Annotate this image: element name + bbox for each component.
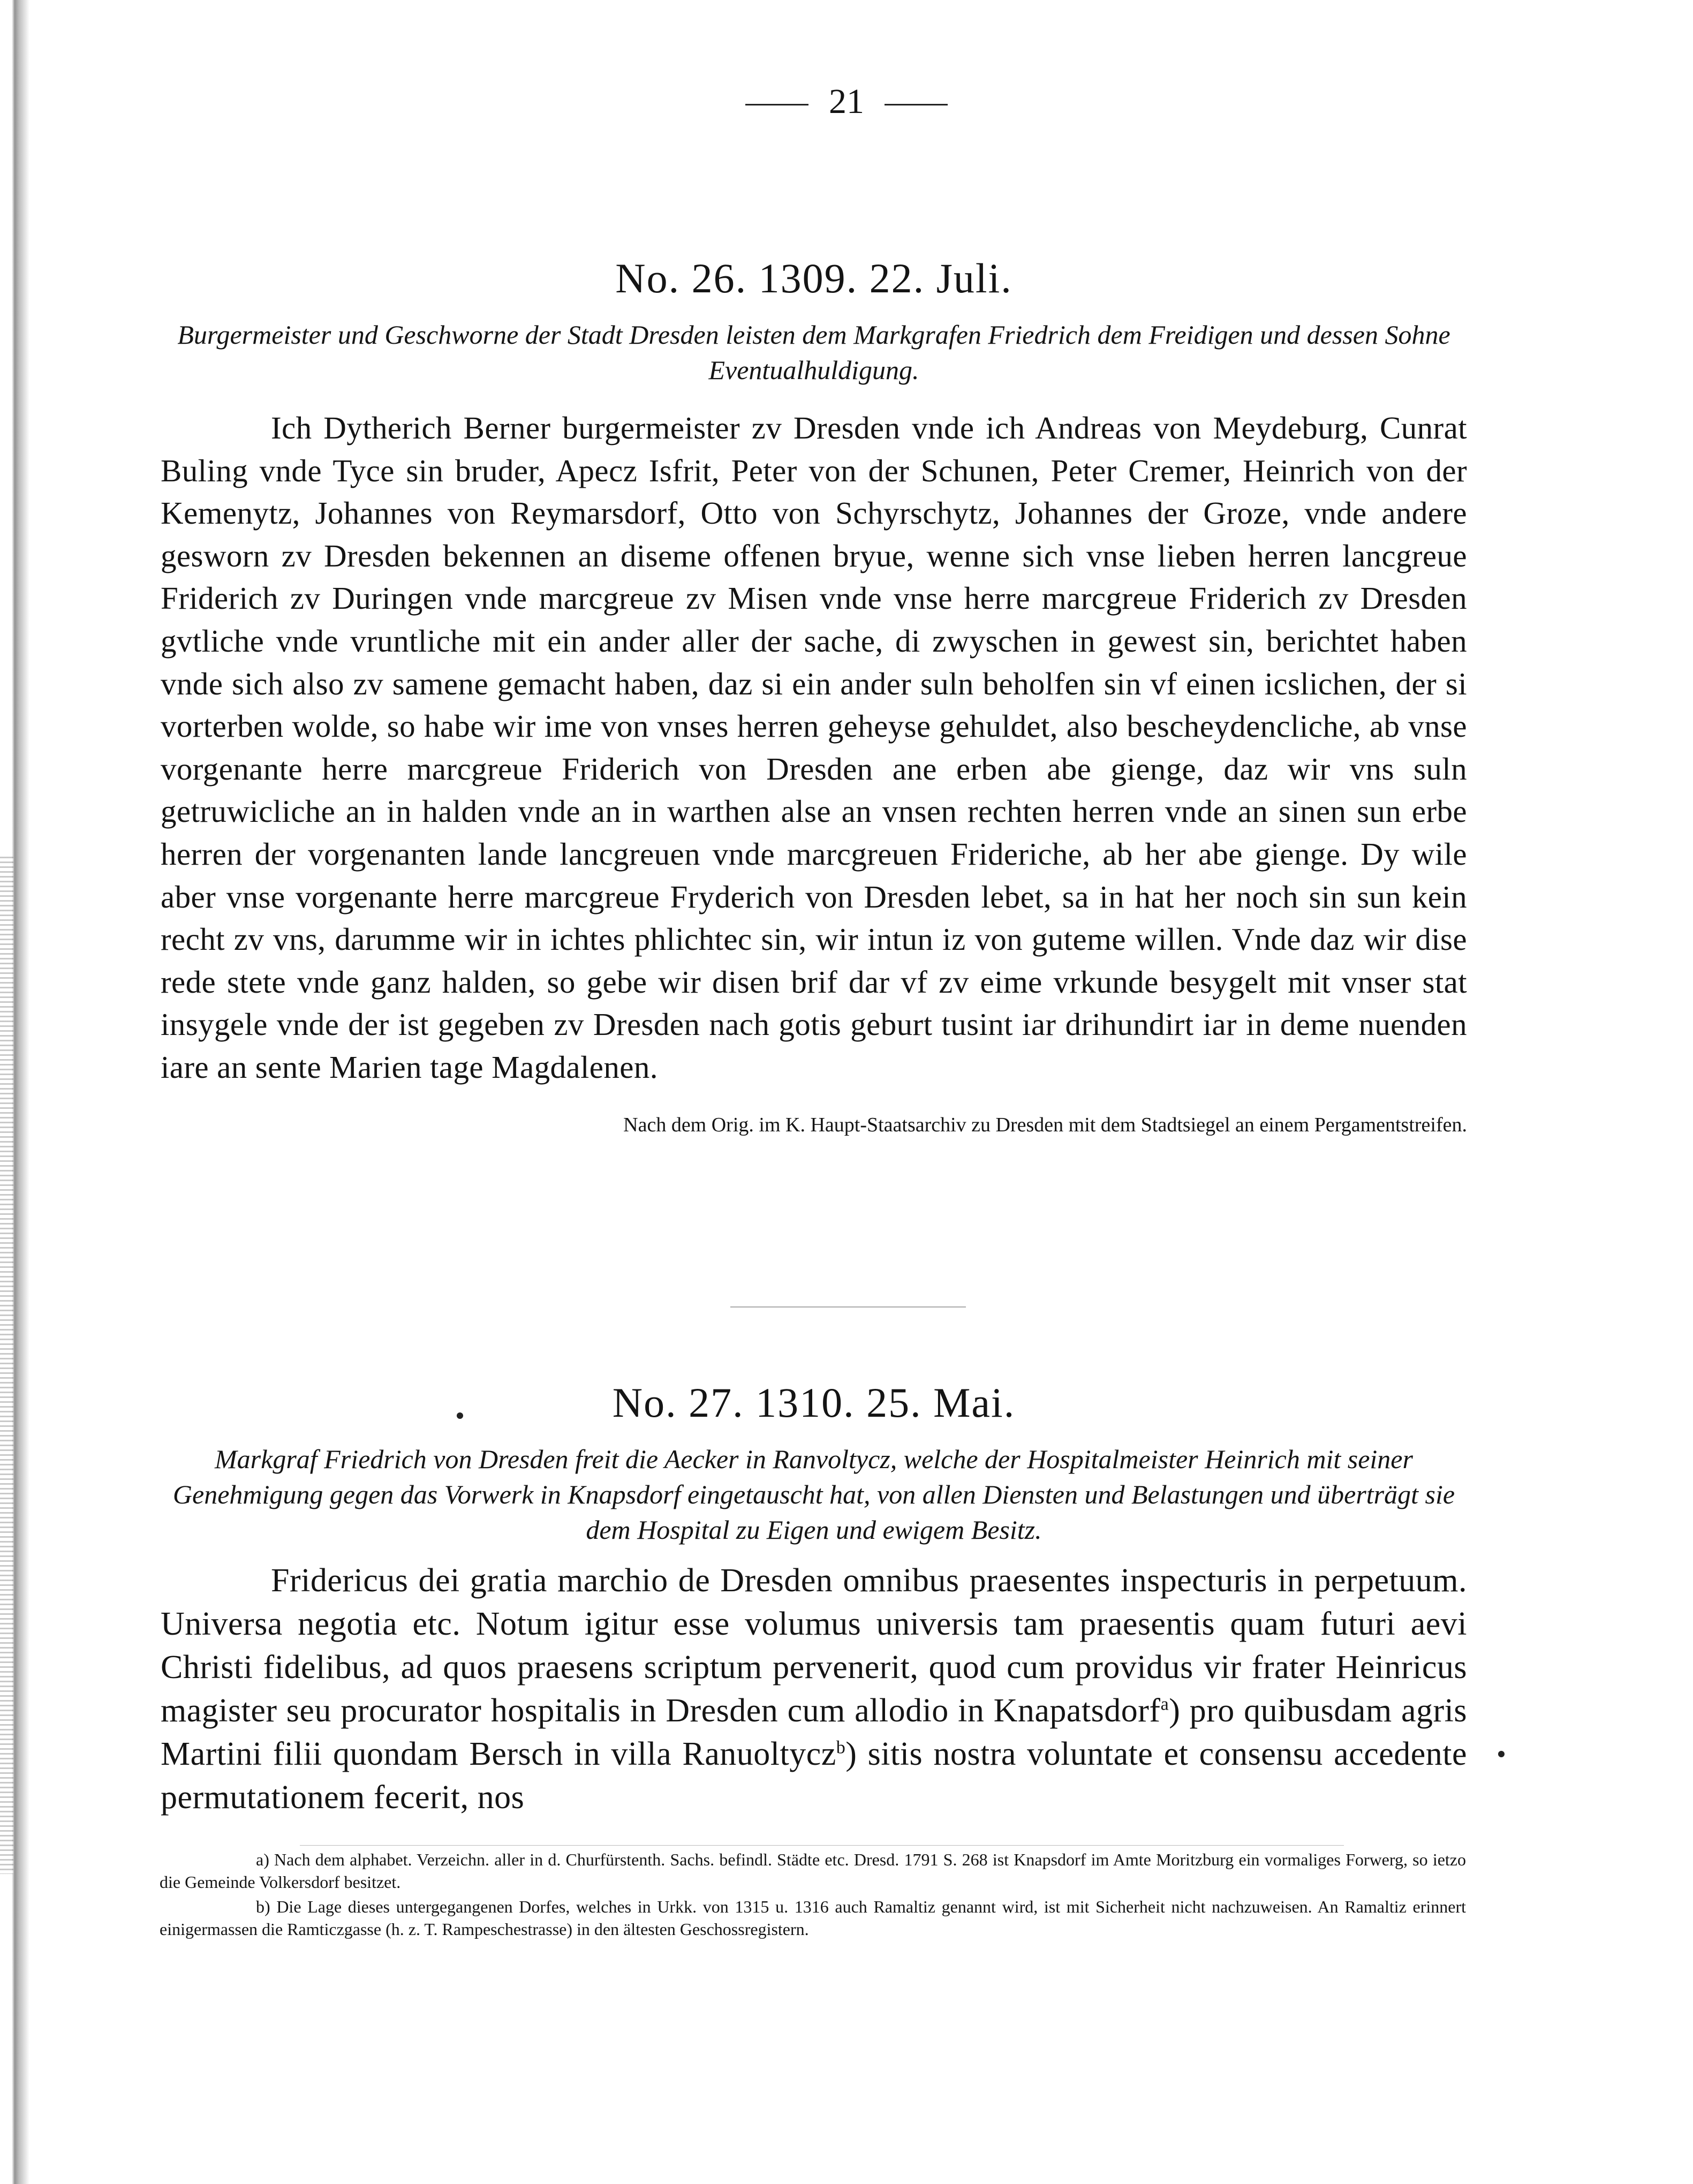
section-separator (730, 1306, 966, 1308)
header-dash-left (745, 104, 808, 105)
doc27-heading: No. 27. 1310. 25. Mai. (612, 1379, 1016, 1426)
footnotes (160, 1848, 1466, 1943)
page-header (0, 80, 1693, 123)
print-speck (1498, 1751, 1505, 1757)
doc26-summary: Burgermeister und Geschworne der Stadt Dresden leisten dem Markgrafen Friedrich dem Freidigen und dessen Sohne Eventualhuldigung. (177, 320, 1450, 385)
footnote-rule (300, 1845, 1344, 1846)
page-number: 21 (829, 82, 864, 121)
document-26 (161, 252, 1467, 1138)
note-b-mark: b (836, 1737, 846, 1758)
note-a-mark: a (1160, 1694, 1169, 1714)
doc27-text-part1: Fridericus dei gratia marchio de Dresden omnibus praesentes inspecturis in perpetuum. Universa negotia etc. Notum igitur esse volumus universis tam praesentis quam futuri aevi Christi fidelibus, ad quos praesens scriptum pervenerit, quod cum providus vir frater Heinricus magister seu procurator hospitalis in Dresden cum allodio in Knapatsdorf (161, 1562, 1467, 1729)
doc26-source: Nach dem Orig. im K. Haupt-Staatsarchiv zu Dresden mit dem Stadtsiegel an einem Pergamentstreifen. (623, 1113, 1467, 1136)
footnote-a: a) Nach dem alphabet. Verzeichn. aller in d. Churfürstenth. Sachs. befindl. Städte etc. Dresd. 1791 S. 268 ist Knapsdorf im Amte Moritzburg ein vormaliges Forwerg, so ietzo die Gemeinde Volkersdorf besitzet. (160, 1850, 1466, 1892)
document-27 (161, 1376, 1467, 1819)
doc27-text-part3: ) sitis nostra voluntate et consensu accedente permutationem fecerit, nos (161, 1736, 1467, 1816)
footnote-b: b) Die Lage dieses untergegangenen Dorfes, welches in Urkk. von 1315 u. 1316 auch Ramaltiz genannt wird, ist mit Sicherheit nicht nachzuweisen. An Ramaltiz erinnert einigermassen die Ramticzgasse (h. z. T. Rampeschestrasse) in den ältesten Geschossregistern. (160, 1897, 1466, 1939)
print-speck (457, 1412, 463, 1419)
doc26-heading: No. 26. 1309. 22. Juli. (615, 255, 1012, 301)
scan-edge-noise (0, 857, 13, 1874)
doc26-text: Ich Dytherich Berner burgermeister zv Dresden vnde ich Andreas von Meydeburg, Cunrat Buling vnde Tyce sin bruder, Apecz Isfrit, Peter von der Schunen, Peter Cremer, Heinrich von der Kemenytz, Johannes von Reymarsdorf, Otto von Schyrschytz, Johannes der Groze, vnde andere gesworn zv Dresden bekennen an diseme offenen bryue, wenne sich vnse lieben herren lancgreue Friderich zv Duringen vnde marcgreue zv Misen vnde vnse herre marcgreue Friderich zv Dresden gvtliche vnde vruntliche mit ein ander aller der sache, di zwyschen in gewest sin, berichtet haben vnde sich also zv samene gemacht haben, daz si ein ander suln beholfen sin vf einen icslichen, der si vorterben wolde, so habe wir ime von vnses herren geheyse gehuldet, also bescheydencliche, ab vnse vorgenante herre marcgreue Friderich von Dresden ane erben abe gienge, daz wir vns suln getruwicliche an in halden vnde an in warthen alse an vnsen rechten herren vnde an sinen sun erbe herren der vorgenanten lande lancgreuen vnde marcgreuen Frideriche, ab her abe gienge. Dy wile aber vnse vorgenante herre marcgreue Fryderich von Dresden lebet, sa in hat her noch sin sun kein recht zv vns, darumme wir in ichtes phlichtec sin, wir intun iz von guteme willen. Vnde daz wir dise rede stete vnde ganz halden, so gebe wir disen brif dar vf zv eime vrkunde besygelt mit vnser stat insygele vnde der ist gegeben zv Dresden nach gotis geburt tusint iar drihundirt iar in deme nuenden iare an sente Marien tage Magdalenen. (161, 410, 1467, 1085)
header-dash-right (885, 104, 948, 105)
doc27-summary: Markgraf Friedrich von Dresden freit die Aecker in Ranvoltycz, welche der Hospitalmeister Heinrich mit seiner Genehmigung gegen das Vorwerk in Knapsdorf eingetauscht hat, von allen Diensten und Belastungen und überträgt sie dem Hospital zu Eigen und ewigem Besitz. (172, 1444, 1455, 1545)
doc27-text (161, 1559, 1467, 1819)
doc27-text-part2: ) pro quibusdam agris Martini filii quondam Bersch in villa Ranuoltycz (161, 1692, 1467, 1772)
